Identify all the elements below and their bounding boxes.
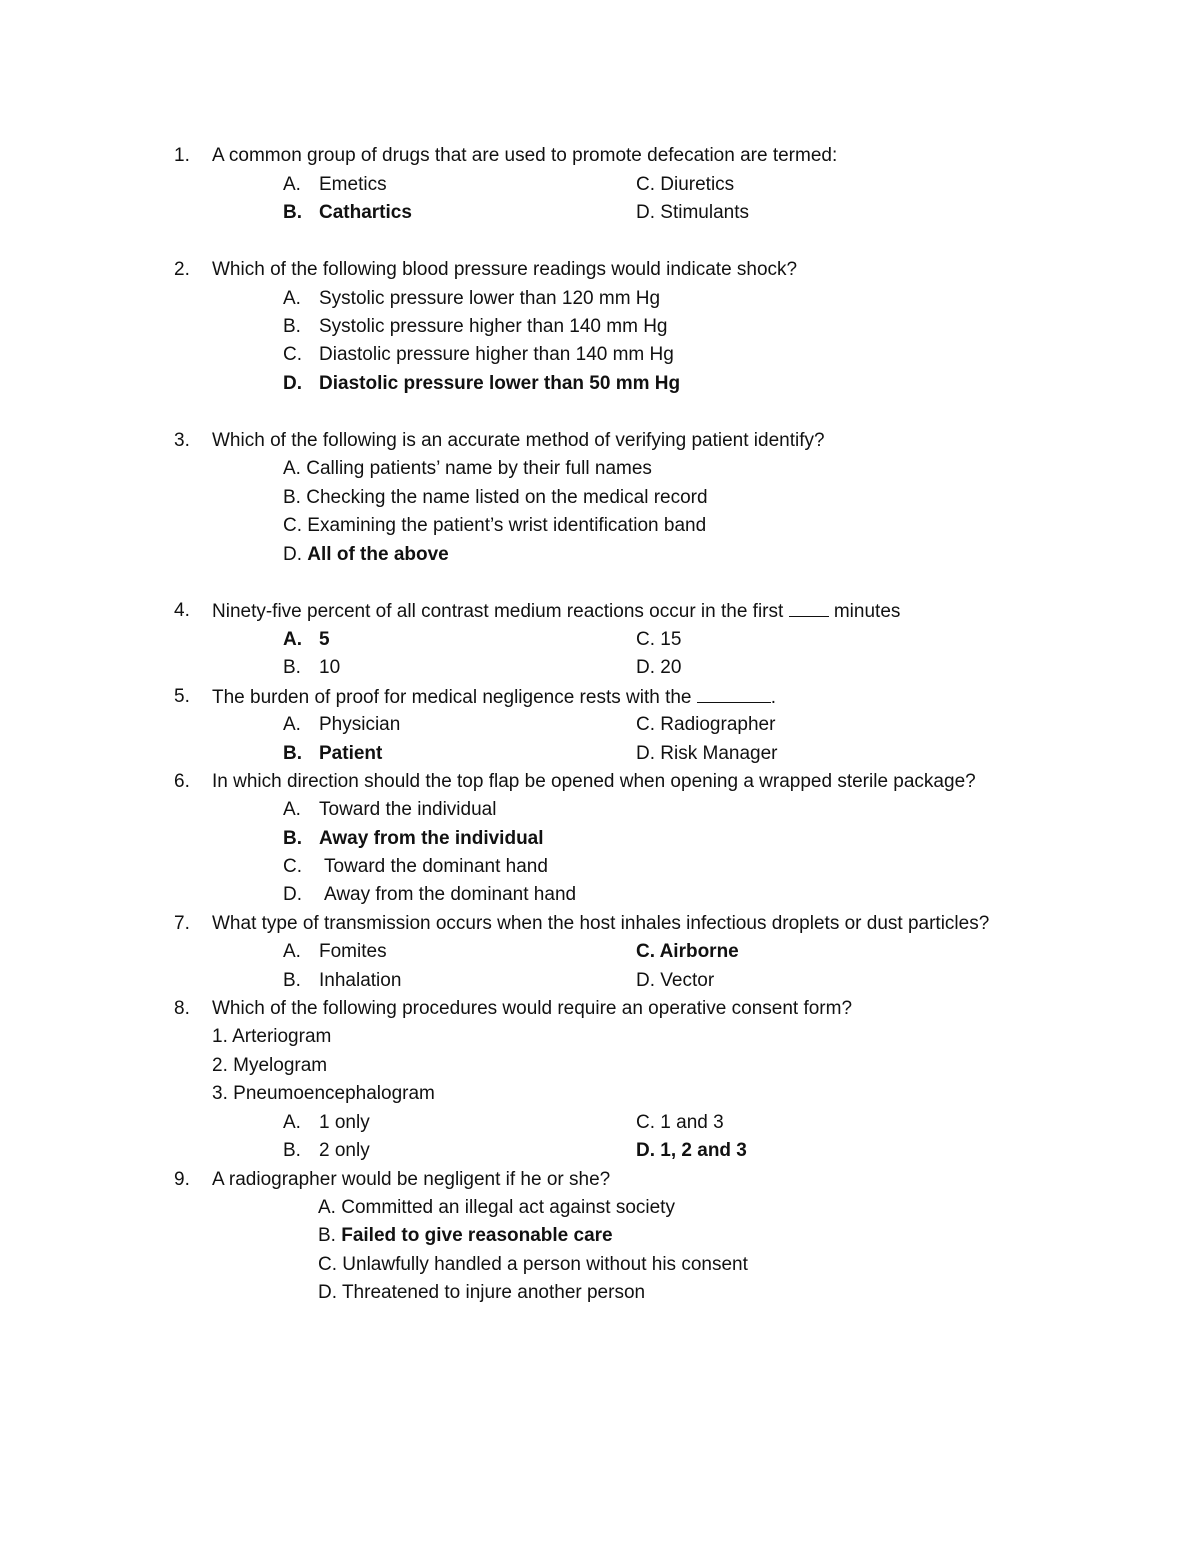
option-text: Airborne: [659, 941, 739, 962]
option-label: C.: [636, 174, 655, 195]
option-label: D.: [636, 202, 655, 223]
option-text: Committed an illegal act against society: [341, 1197, 675, 1218]
option-label: B.: [283, 657, 301, 678]
question-text: A radiographer would be negligent if he or she?: [212, 1169, 611, 1190]
option-text: Risk Manager: [660, 743, 778, 764]
option-label: C.: [283, 515, 302, 536]
question-text: [212, 598, 900, 625]
option-text: Away from the dominant hand: [324, 884, 577, 905]
option-8a: [283, 1110, 370, 1136]
option-text: 5: [319, 629, 330, 650]
option-text: Radiographer: [660, 714, 776, 735]
option-9b: [318, 1223, 613, 1249]
item-label: 1.: [212, 1026, 228, 1047]
option-text: 1 and 3: [660, 1112, 724, 1133]
option-2c: [283, 342, 674, 368]
option-1a: [283, 172, 387, 198]
option-1d: [636, 200, 749, 226]
option-label: C.: [636, 714, 655, 735]
option-label: C.: [283, 344, 302, 365]
option-text: 15: [660, 629, 682, 650]
option-text: Away from the individual: [319, 828, 544, 849]
option-8d: [636, 1138, 747, 1164]
option-text: Toward the individual: [319, 799, 497, 820]
question-text: In which direction should the top flap be opened when opening a wrapped sterile package?: [212, 771, 976, 792]
option-label: B.: [318, 1225, 336, 1246]
question-number: 8.: [174, 998, 190, 1019]
option-3c: [283, 513, 706, 539]
option-label: D.: [636, 743, 655, 764]
option-5c: [636, 712, 775, 738]
option-text: Threatened to injure another person: [341, 1282, 646, 1303]
option-9a: [318, 1195, 675, 1221]
option-5a: [283, 712, 400, 738]
question-text: Which of the following is an accurate method of verifying patient identify?: [212, 430, 825, 451]
option-7c: [636, 939, 739, 965]
option-6a: [283, 797, 496, 823]
option-4a: [283, 627, 330, 653]
option-7a: [283, 939, 387, 965]
option-7d: [636, 968, 714, 994]
question-text: [212, 684, 776, 711]
item-8-3: [212, 1081, 435, 1107]
option-label: B.: [283, 828, 302, 849]
option-label: C.: [283, 856, 302, 877]
option-label: C.: [636, 1112, 655, 1133]
option-8c: [636, 1110, 724, 1136]
option-text: Cathartics: [319, 202, 412, 223]
question-number: 2.: [174, 259, 190, 280]
option-text: Physician: [319, 714, 401, 735]
option-2a: [283, 286, 660, 312]
option-label: B.: [283, 202, 302, 223]
option-1c: [636, 172, 734, 198]
option-text: Stimulants: [660, 202, 749, 223]
item-text: Arteriogram: [232, 1026, 332, 1047]
option-3d: [283, 542, 449, 568]
option-text: Examining the patient’s wrist identification band: [307, 515, 707, 536]
option-text: 1 only: [319, 1112, 370, 1133]
option-label: A.: [283, 714, 301, 735]
option-2d: [283, 371, 680, 397]
option-3a: [283, 456, 652, 482]
option-label: B.: [283, 1140, 301, 1161]
question-number: 5.: [174, 686, 190, 707]
option-6b: [283, 826, 544, 852]
question-number: 6.: [174, 771, 190, 792]
option-text: Vector: [660, 970, 715, 991]
option-4d: [636, 655, 681, 681]
option-label: C.: [318, 1254, 337, 1275]
option-label: B.: [283, 970, 301, 991]
option-9c: [318, 1252, 748, 1278]
option-8b: [283, 1138, 370, 1164]
option-label: A.: [283, 458, 301, 479]
question-number: 7.: [174, 913, 190, 934]
option-label: B.: [283, 743, 302, 764]
option-text: Systolic pressure higher than 140 mm Hg: [319, 316, 668, 337]
answer-blank: [697, 684, 771, 703]
question-number: 3.: [174, 430, 190, 451]
option-label: D.: [318, 1282, 337, 1303]
option-label: D.: [283, 884, 302, 905]
option-4c: [636, 627, 681, 653]
item-8-1: [212, 1024, 331, 1050]
item-text: Myelogram: [233, 1055, 328, 1076]
option-label: D.: [636, 657, 655, 678]
option-text: Emetics: [319, 174, 387, 195]
option-label: A.: [283, 1112, 301, 1133]
option-label: A.: [283, 799, 301, 820]
option-5d: [636, 741, 778, 767]
question-text: Which of the following blood pressure readings would indicate shock?: [212, 259, 798, 280]
option-6c: [283, 854, 548, 880]
option-text: Toward the dominant hand: [324, 856, 548, 877]
option-text: Diastolic pressure higher than 140 mm Hg: [319, 344, 674, 365]
option-text: Systolic pressure lower than 120 mm Hg: [319, 288, 661, 309]
option-label: C.: [636, 629, 655, 650]
option-label: A.: [283, 629, 302, 650]
item-label: 2.: [212, 1055, 228, 1076]
option-2b: [283, 314, 668, 340]
option-text: Diastolic pressure lower than 50 mm Hg: [319, 373, 681, 394]
option-label: B.: [283, 316, 301, 337]
option-text: 20: [660, 657, 682, 678]
option-label: D.: [636, 1140, 655, 1161]
option-text: Failed to give reasonable care: [341, 1225, 613, 1246]
option-label: A.: [283, 941, 301, 962]
question-text-before: The burden of proof for medical negligence rests with the: [212, 687, 697, 708]
option-label: A.: [283, 174, 301, 195]
option-text: Unlawfully handled a person without his consent: [342, 1254, 748, 1275]
question-number: 9.: [174, 1169, 190, 1190]
option-label: A.: [283, 288, 301, 309]
question-text: A common group of drugs that are used to promote defecation are termed:: [212, 145, 838, 166]
option-text: Fomites: [319, 941, 387, 962]
option-text: Diuretics: [660, 174, 735, 195]
option-text: 1, 2 and 3: [660, 1140, 747, 1161]
option-9d: [318, 1280, 645, 1306]
option-text: Patient: [319, 743, 383, 764]
option-label: D.: [636, 970, 655, 991]
question-text-after: .: [770, 687, 777, 708]
question-text-before: Ninety-five percent of all contrast medium reactions occur in the first: [212, 601, 789, 622]
option-label: A.: [318, 1197, 336, 1218]
option-text: 2 only: [319, 1140, 370, 1161]
option-label: B.: [283, 487, 301, 508]
option-3b: [283, 485, 708, 511]
question-number: 4.: [174, 600, 190, 621]
option-4b: [283, 655, 340, 681]
question-number: 1.: [174, 145, 190, 166]
option-text: 10: [319, 657, 341, 678]
option-1b: [283, 200, 412, 226]
option-text: All of the above: [307, 544, 449, 565]
option-label: C.: [636, 941, 655, 962]
question-text-after: minutes: [828, 601, 901, 622]
answer-blank: [789, 598, 829, 617]
option-7b: [283, 968, 401, 994]
question-text: What type of transmission occurs when the host inhales infectious droplets or dust particles?: [212, 913, 990, 934]
option-6d: [283, 882, 576, 908]
option-text: Inhalation: [319, 970, 402, 991]
option-label: D.: [283, 373, 302, 394]
question-text: Which of the following procedures would require an operative consent form?: [212, 998, 853, 1019]
item-8-2: [212, 1053, 327, 1079]
option-text: Checking the name listed on the medical record: [306, 487, 708, 508]
item-text: Pneumoencephalogram: [233, 1083, 435, 1104]
option-text: Calling patients’ name by their full names: [306, 458, 652, 479]
option-5b: [283, 741, 382, 767]
item-label: 3.: [212, 1083, 228, 1104]
option-label: D.: [283, 544, 302, 565]
